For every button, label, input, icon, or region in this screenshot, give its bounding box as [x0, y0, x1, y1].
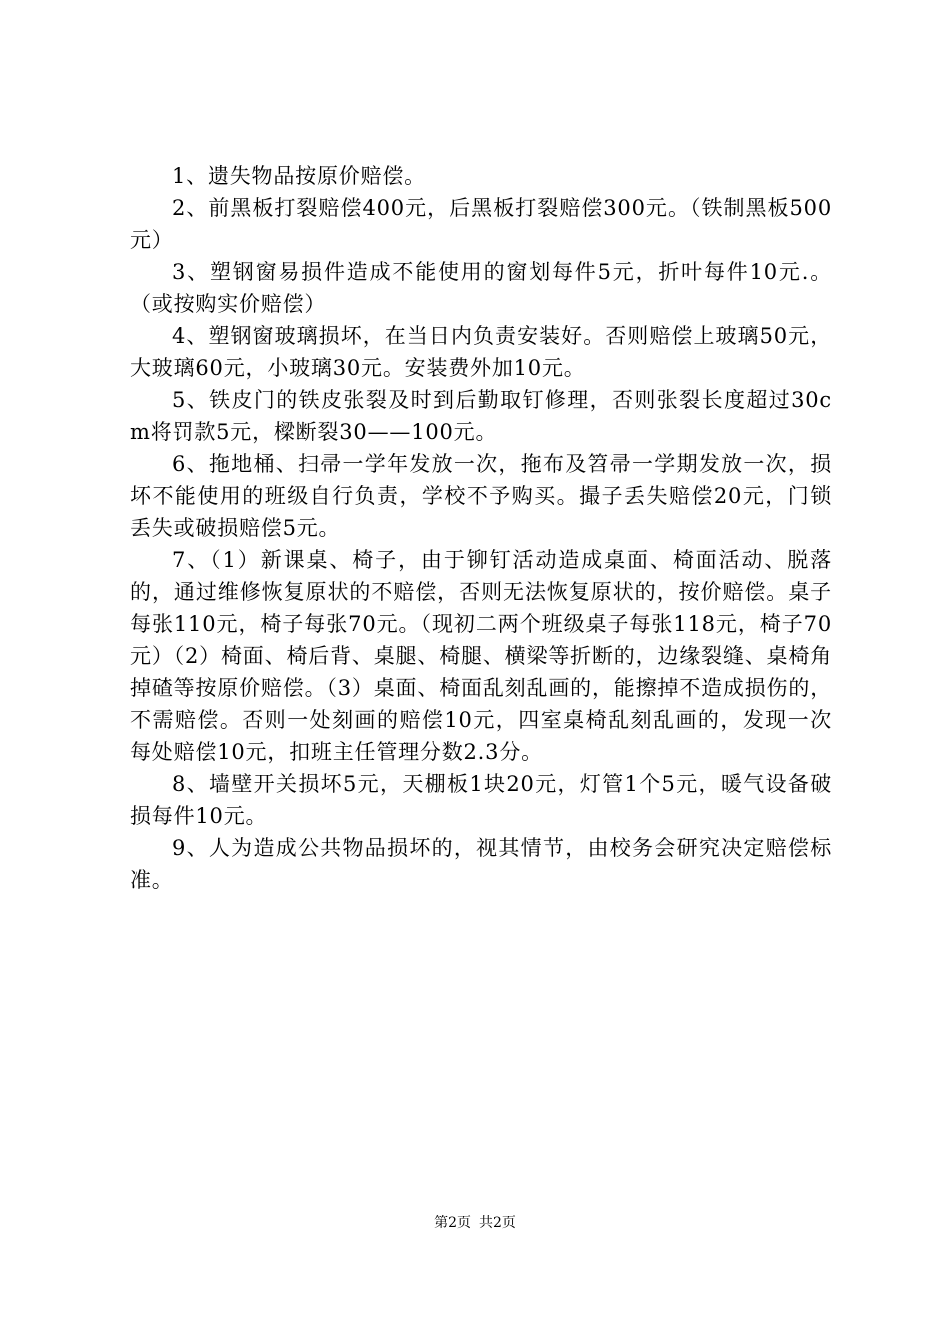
- paragraph-item-5: 5、铁皮门的铁皮张裂及时到后勤取钉修理，否则张裂长度超过30cm将罚款5元，樑断裂30——100元。: [130, 388, 832, 444]
- paragraph-item-2: 2、前黑板打裂赔偿400元，后黑板打裂赔偿300元。（铁制黑板500元）: [130, 196, 832, 252]
- page-number-total: 共2页: [479, 1215, 516, 1231]
- page-number-current: 第2页: [434, 1215, 471, 1231]
- paragraph-item-6: 6、拖地桶、扫帚一学年发放一次，拖布及笤帚一学期发放一次，损坏不能使用的班级自行负责，学校不予购买。撮子丢失赔偿20元，门锁丢失或破损赔偿5元。: [130, 452, 832, 540]
- paragraph-item-4: 4、塑钢窗玻璃损坏，在当日内负责安装好。否则赔偿上玻璃50元，大玻璃60元，小玻璃30元。安装费外加10元。: [130, 324, 832, 380]
- paragraph-item-7: 7、（1）新课桌、椅子，由于铆钉活动造成桌面、椅面活动、脱落的，通过维修恢复原状的不赔偿，否则无法恢复原状的，按价赔偿。桌子每张110元，椅子每张70元。（现初二两个班级桌子每张118元，椅子70元）（2）椅面、椅后背、桌腿、椅腿、横梁等折断的，边缘裂缝、桌椅角掉碴等按原价赔偿。（3）桌面、椅面乱刻乱画的，能擦掉不造成损伤的，不需赔偿。否则一处刻画的赔偿10元，四室桌椅乱刻乱画的，发现一次每处赔偿10元，扣班主任管理分数2.3分。: [130, 548, 832, 764]
- paragraph-item-9: 9、人为造成公共物品损坏的，视其情节，由校务会研究决定赔偿标准。: [130, 836, 832, 892]
- paragraph-item-1: 1、遗失物品按原价赔偿。: [172, 164, 426, 188]
- page-footer: [0, 1214, 950, 1232]
- paragraph-item-8: 8、墙壁开关损坏5元，天棚板1块20元，灯管1个5元，暖气设备破损每件10元。: [130, 772, 832, 828]
- paragraph-item-3: 3、塑钢窗易损件造成不能使用的窗划每件5元，折叶每件10元.。（或按购实价赔偿）: [130, 260, 832, 316]
- document-body: [130, 160, 832, 896]
